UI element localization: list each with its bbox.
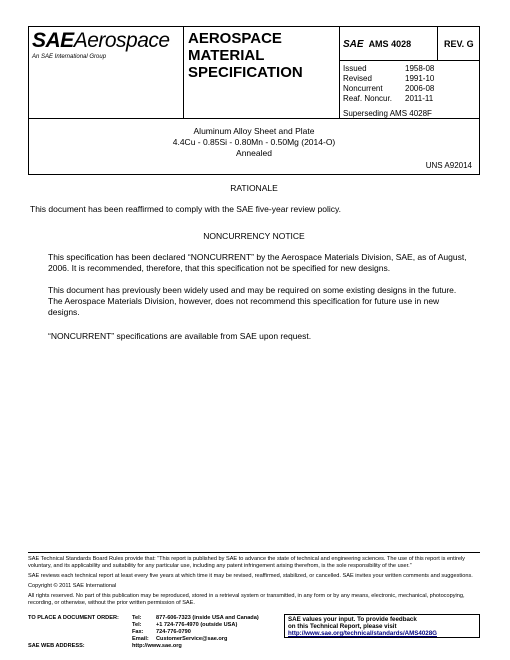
divider xyxy=(339,60,480,61)
noncurrency-paragraph: “NONCURRENT” specifications are available from SAE upon request. xyxy=(48,331,312,341)
revision-label: REV. G xyxy=(444,39,474,49)
noncurrency-heading: NONCURRENCY NOTICE xyxy=(203,231,305,241)
order-label: TO PLACE A DOCUMENT ORDER: xyxy=(28,615,119,621)
contact-key: Fax: xyxy=(132,629,144,635)
superseding-note: Superseding AMS 4028F xyxy=(343,109,432,118)
contact-value: 724-776-0790 xyxy=(156,629,191,635)
divider xyxy=(183,27,184,119)
footer-paragraph: SAE reviews each technical report at least every five years at which time it may be revised, reaffirmed, stabilized, or cancelled. SAE invites your written comments and suggestions. xyxy=(28,573,473,579)
web-address-link[interactable]: http://www.sae.org xyxy=(132,643,182,649)
subject-line: 4.4Cu - 0.85Si - 0.80Mn - 0.50Mg (2014-O) xyxy=(172,137,336,147)
date-label: Issued xyxy=(343,64,367,73)
date-value: 1991-10 xyxy=(405,74,435,83)
feedback-text: on this Technical Report, please visit xyxy=(288,623,397,630)
footer-rule xyxy=(28,552,480,553)
logo-rest: Aerospace xyxy=(73,29,170,52)
title-line: MATERIAL xyxy=(188,47,265,64)
date-value: 2006-08 xyxy=(405,84,435,93)
logo-subtitle: An SAE International Group xyxy=(32,54,107,60)
order-info xyxy=(28,615,259,650)
contact-key: Email: xyxy=(132,636,149,642)
date-row xyxy=(343,64,434,74)
title-line: AEROSPACE xyxy=(188,30,282,47)
date-table xyxy=(343,64,434,104)
date-label: Noncurrent xyxy=(343,84,383,93)
date-label: Revised xyxy=(343,74,372,83)
subject-line: Annealed xyxy=(236,148,272,158)
noncurrency-paragraph: This specification has been declared “NONCURRENT” by the Aerospace Materials Division, SAE, as of August, 2006. It is recommended, therefore, that this specification not be specified for new designs. xyxy=(48,252,467,273)
document-type-title xyxy=(188,30,303,81)
subject-line: Aluminum Alloy Sheet and Plate xyxy=(193,126,315,136)
sae-aerospace-logo xyxy=(32,30,182,61)
noncurrency-paragraph: This document has previously been widely used and may be required on some existing designs in the future. The Aerospace Materials Division, however, does not recommend this specification for future use in new designs. xyxy=(48,285,457,317)
contact-value: +1 724-776-4970 (outside USA) xyxy=(156,622,238,628)
contact-key: Tel: xyxy=(132,622,142,628)
ams-number-text: AMS 4028 xyxy=(368,39,412,49)
rationale-text: This document has been reaffirmed to comply with the SAE five-year review policy. xyxy=(30,204,342,214)
contact-email[interactable]: CustomerService@sae.org xyxy=(156,636,228,642)
footer-paragraph: All rights reserved. No part of this publication may be reproduced, stored in a retrieval system or transmitted, in any form or by any means, electronic, mechanical, photocopying, recording, or otherwise, without the prior written permission of SAE. xyxy=(28,593,465,606)
date-value: 2011-11 xyxy=(405,94,434,103)
date-row xyxy=(343,74,434,84)
divider xyxy=(437,27,438,60)
footer-legal xyxy=(28,556,480,610)
feedback-link[interactable]: http://www.sae.org/technical/standards/AMS4028G xyxy=(288,630,437,637)
contact-key: Tel: xyxy=(132,615,142,621)
date-label: Reaf. Noncur. xyxy=(343,94,392,103)
logo-bold: SAE xyxy=(32,29,74,52)
feedback-text: SAE values your input. To provide feedback xyxy=(288,616,417,623)
web-label: SAE WEB ADDRESS: xyxy=(28,643,85,649)
date-row xyxy=(343,94,434,104)
date-row xyxy=(343,84,434,94)
date-value: 1958-08 xyxy=(405,64,435,73)
footer-paragraph: SAE Technical Standards Board Rules provide that: “This report is published by SAE to advance the state of technical and engineering sciences. The use of this report is entirely voluntary, and its applicability and suitability for any particular use, including any patent infringement arising therefrom, is the sole responsibility of the user.” xyxy=(28,556,465,569)
title-line: SPECIFICATION xyxy=(188,64,303,81)
divider xyxy=(339,27,340,119)
contact-value: 877-606-7323 (inside USA and Canada) xyxy=(156,615,259,621)
uns-number: UNS A92014 xyxy=(425,161,472,170)
footer-paragraph: Copyright © 2011 SAE International xyxy=(28,583,117,589)
rationale-heading: RATIONALE xyxy=(230,183,278,193)
ams-number xyxy=(343,39,411,50)
feedback-box xyxy=(284,614,480,638)
subject-title xyxy=(28,126,480,159)
sae-mini-logo: SAE xyxy=(343,39,364,50)
